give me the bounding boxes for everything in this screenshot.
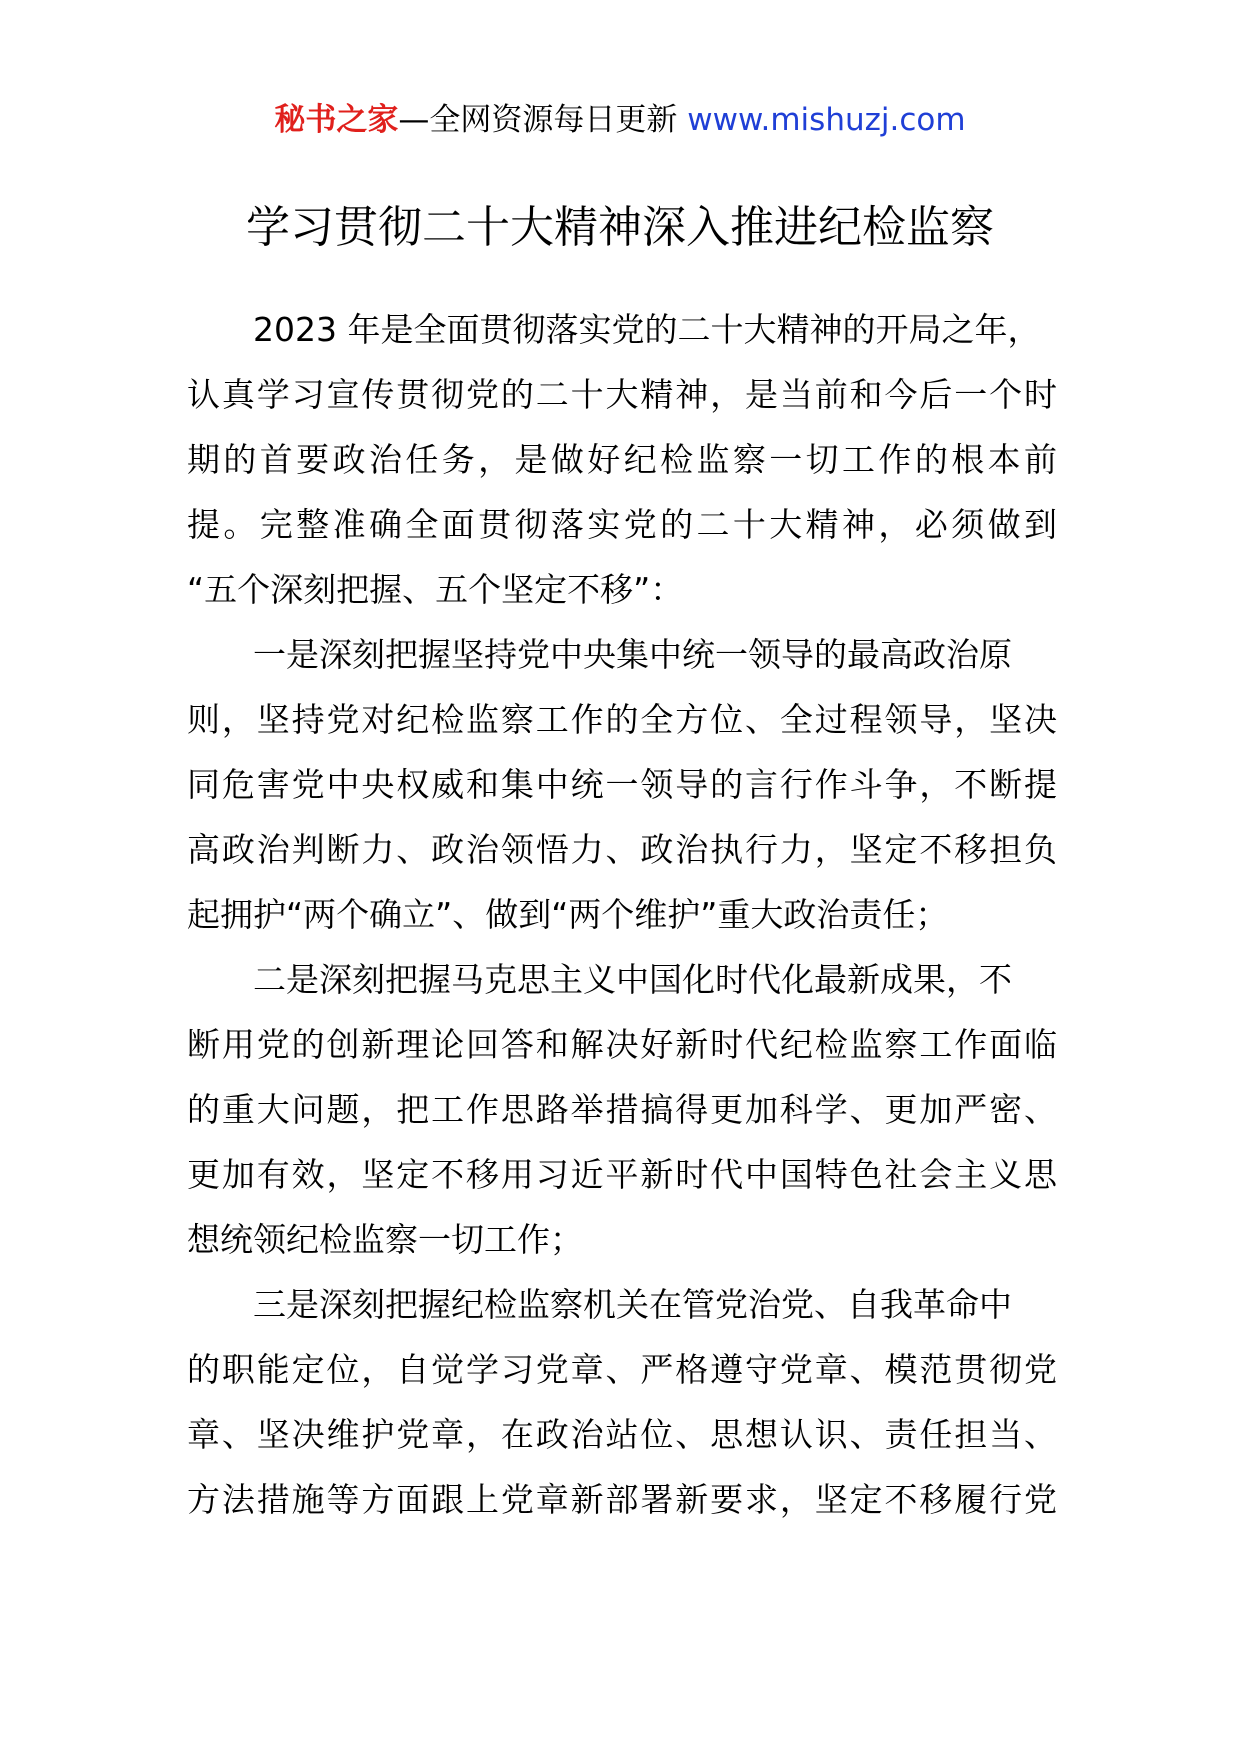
paragraph-line: 的重大问题，把工作思路举措搞得更加科学、更加严密、: [187, 1090, 1057, 1129]
paragraph-line: 高政治判断力、政治领悟力、政治执行力，坚定不移担负: [187, 830, 1057, 869]
document-title: 学习贯彻二十大精神深入推进纪检监察: [246, 202, 994, 253]
paragraph-line: 更加有效，坚定不移用习近平新时代中国特色社会主义思: [187, 1155, 1057, 1194]
paragraph-line: “五个深刻把握、五个坚定不移”：: [187, 570, 684, 609]
paragraph-line: 二是深刻把握马克思主义中国化时代化最新成果，不: [253, 960, 1012, 999]
site-header: [0, 100, 1240, 140]
paragraph-line: 章、坚决维护党章，在政治站位、思想认识、责任担当、: [187, 1415, 1057, 1454]
paragraph-line: 起拥护“两个确立”、做到“两个维护”重大政治责任；: [187, 895, 949, 934]
paragraph-line: 同危害党中央权威和集中统一领导的言行作斗争，不断提: [187, 765, 1057, 804]
site-url-link[interactable]: www.mishuzj.com: [687, 102, 966, 138]
paragraph-line: 则，坚持党对纪检监察工作的全方位、全过程领导，坚决: [187, 700, 1057, 739]
paragraph-line: 提。完整准确全面贯彻落实党的二十大精神，必须做到: [187, 505, 1057, 544]
paragraph-line: 的职能定位，自觉学习党章、严格遵守党章、模范贯彻党: [187, 1350, 1057, 1389]
paragraph-line: 认真学习宣传贯彻党的二十大精神，是当前和今后一个时: [187, 375, 1057, 414]
paragraph-line: 三是深刻把握纪检监察机关在管党治党、自我革命中: [253, 1285, 1012, 1324]
site-tagline: —全网资源每日更新: [398, 102, 678, 138]
paragraph-line: 方法措施等方面跟上党章新部署新要求，坚定不移履行党: [187, 1480, 1057, 1519]
paragraph-line: 期的首要政治任务，是做好纪检监察一切工作的根本前: [187, 440, 1057, 479]
site-brand: 秘书之家: [274, 102, 399, 138]
paragraph-line: 2023 年是全面贯彻落实党的二十大精神的开局之年，: [253, 310, 1041, 349]
paragraph-line: 一是深刻把握坚持党中央集中统一领导的最高政治原: [253, 635, 1012, 674]
paragraph-line: 断用党的创新理论回答和解决好新时代纪检监察工作面临: [187, 1025, 1057, 1064]
paragraph-line: 想统领纪检监察一切工作；: [187, 1220, 583, 1259]
document-body: [187, 297, 1057, 1532]
